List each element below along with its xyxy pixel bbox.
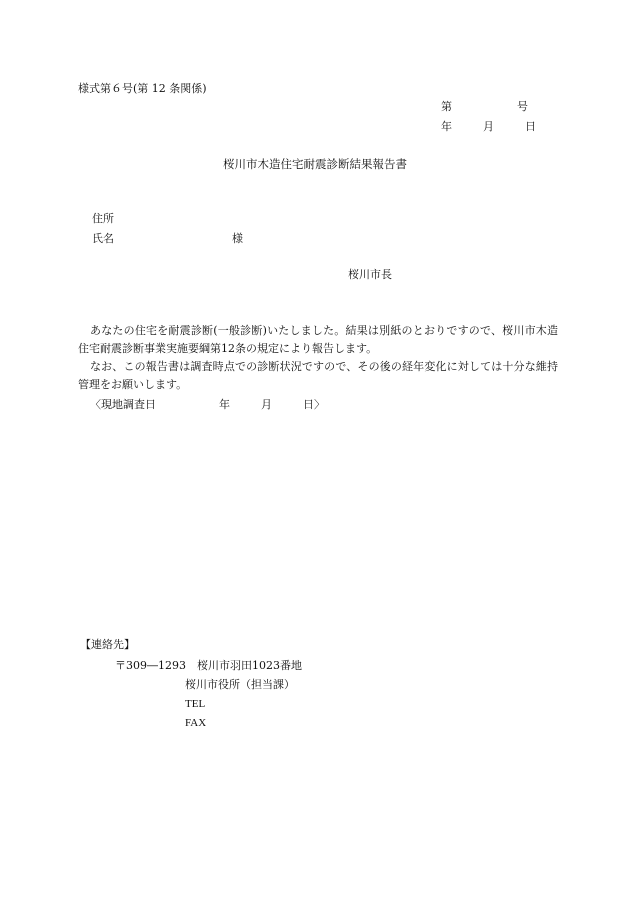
document-title: 桜川市木造住宅耐震診断結果報告書 xyxy=(223,157,407,171)
contact-office: 桜川市役所（担当課） xyxy=(185,678,295,691)
body-text xyxy=(78,322,558,394)
survey-day: 日〉 xyxy=(303,398,325,411)
form-id: 様式第６号(第 12 条関係) xyxy=(78,82,207,95)
document-date-row xyxy=(441,120,536,134)
issuer: 桜川市長 xyxy=(348,268,392,281)
contact-postal: 〒309―1293 桜川市羽田1023番地 xyxy=(115,659,302,672)
number-suffix: 号 xyxy=(517,100,528,113)
date-day: 日 xyxy=(525,120,536,133)
survey-open: 〈現地調査日 xyxy=(90,398,156,411)
contact-fax: FAX xyxy=(185,717,207,729)
name-label: 氏名 xyxy=(92,232,114,245)
number-label: 第 xyxy=(441,100,452,113)
document-number-row xyxy=(441,100,528,114)
survey-date-row xyxy=(90,398,325,412)
paragraph-1: あなたの住宅を耐震診断(一般診断)いたしました。結果は別紙のとおりですので、桜川市木造住宅耐震診断事業実施要綱第12条の規定により報告します。 xyxy=(78,324,558,355)
paragraph-2: なお、この報告書は調査時点での診断状況ですので、その後の経年変化に対しては十分な維持管理をお願いします。 xyxy=(78,360,558,391)
contact-tel: TEL xyxy=(185,698,206,710)
address-label: 住所 xyxy=(92,212,114,225)
honorific: 様 xyxy=(232,232,243,245)
date-month: 月 xyxy=(483,120,494,133)
contact-heading: 【連絡先】 xyxy=(80,638,135,651)
date-year: 年 xyxy=(441,120,452,133)
survey-year: 年 xyxy=(219,398,230,411)
survey-month: 月 xyxy=(261,398,272,411)
